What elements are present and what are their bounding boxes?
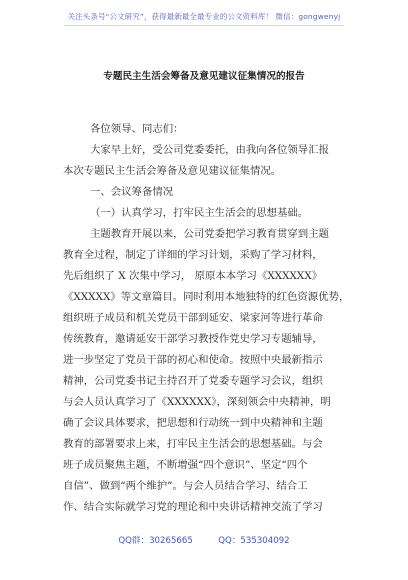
footer-contact [0,534,408,546]
document-title: 专题民主生活会筹备及意见建议征集情况的报告 [103,71,305,82]
body-line: 先后组织了 X 次集中学习， 原原本本学习《XXXXXX》 [63,270,323,282]
section-heading: 一、会议筹备情况 [90,186,174,198]
body-line: 组织班子成员和机关党员干部到延安、梁家河等进行革命 [63,312,323,324]
body-line: 本次专题民主生活会筹备及意见建议征集情况。 [63,165,282,177]
body-line: 教育的部署要求上来，打牢民主生活会的思想基础。与会 [63,438,323,450]
body-line: 主题教育开展以来，公司党委把学习教育贯穿到主题 [90,228,329,240]
body-line: 自信”、做到“两个维护”。与会人员结合学习、结合工 [63,480,308,492]
subsection-heading: （一）认真学习，打牢民主生活会的思想基础。 [90,207,309,219]
body-line: 作、结合实际就学习党的理论和中央讲话精神交流了学习 [63,501,323,513]
header-banner: 关注头条号“公文研究”，获得最新最全最专业的公文资料库！ 微信：gongwenyj [67,12,341,21]
body-line: 确了会议具体要求，把思想和行动统一到中央精神和主题 [63,417,323,429]
body-line: 《XXXXX》等文章篇目。同时利用本地独特的红色资源优势， [63,291,350,303]
qq-group-number: 30265665 [149,536,193,546]
body-line: 班子成员聚焦主题，不断增强“四个意识”、坚定“四个 [63,459,308,471]
body-line: 精神，公司党委书记主持召开了党委专题学习会议，组织 [63,375,323,387]
body-line: 与会人员认真学习了《XXXXXX》，深刻领会中央精神，明 [63,396,331,408]
body-line: 传统教育，邀请延安干部学习教授作党史学习专题辅导， [63,333,323,345]
salutation-line: 各位领导、同志们： [90,123,184,135]
body-line: 大家早上好，受公司党委委托，由我向各位领导汇报 [90,144,329,156]
header-divider [64,25,344,26]
body-line: 进一步坚定了党员干部的初心和使命。按照中央最新指示 [63,354,323,366]
qq-group-label: QQ群： [118,536,150,546]
body-line: 教育全过程，制定了详细的学习计划，采购了学习材料， [63,249,323,261]
qq-number: 535304092 [240,536,290,546]
qq-label: QQ： [218,536,241,546]
